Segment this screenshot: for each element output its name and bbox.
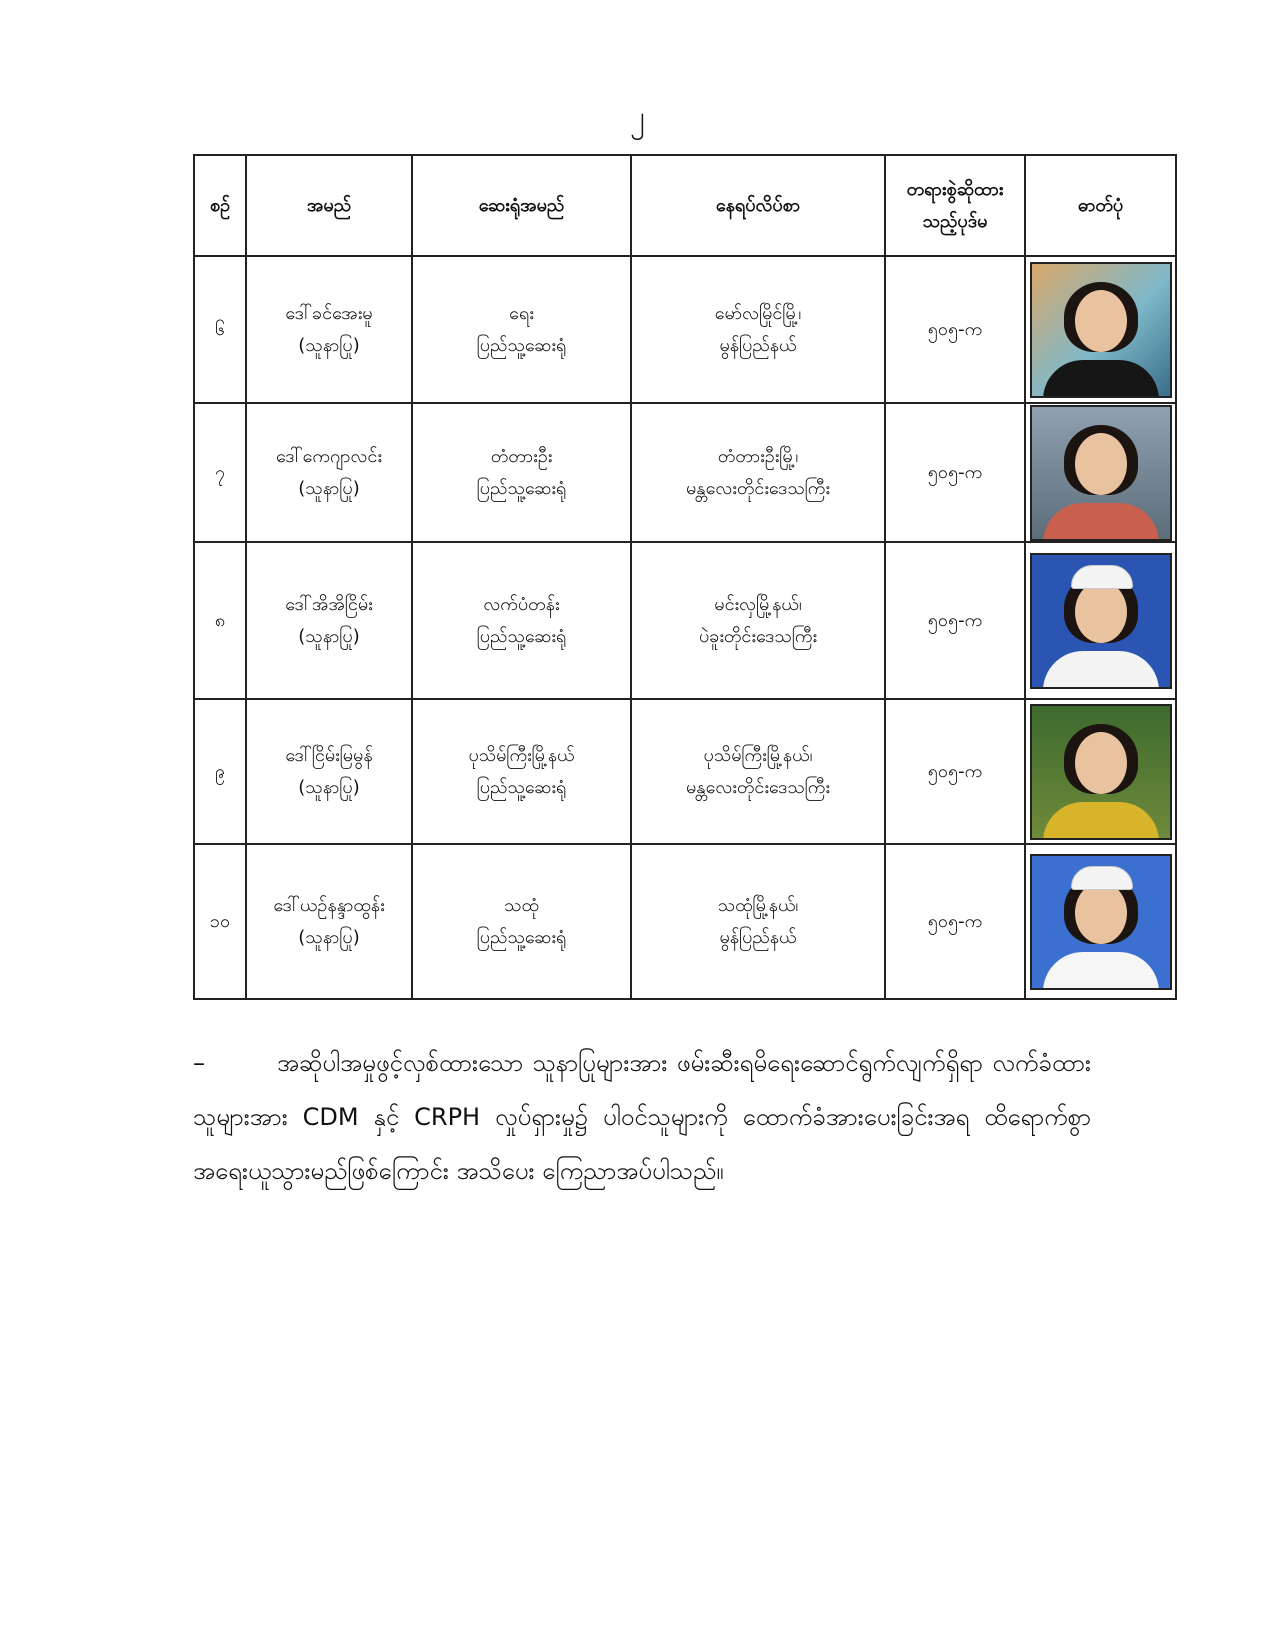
cell-name [246, 542, 412, 699]
hospital-type: ပြည်သူ့ဆေးရုံ [476, 926, 567, 948]
table-row [194, 699, 1176, 844]
paragraph-text: အဆိုပါအမှုဖွင့်လှစ်ထားသော သူနာပြုများအား ဖမ်းဆီးရမိရေးဆောင်ရွက်လျက်ရှိရာ လက်ခံထားသူများအား CDM နှင့် CRPH လှုပ်ရှားမှု၌ ပါဝင်သူများကို ထောက်ခံအားပေးခြင်းအရ ထိရောက်စွာ အရေးယူသွားမည်ဖြစ်ကြောင်း အသိပေး ကြေညာအပ်ပါသည်။ [193, 1049, 1091, 1185]
title-text: (သူနာပြု) [298, 334, 360, 356]
cell-section: ၅၀၅-က [885, 403, 1025, 542]
cell-name [246, 699, 412, 844]
name-text: ဒေါ်ကေဂျာလင်း [276, 445, 382, 467]
personnel-table [193, 154, 1177, 1000]
title-text: (သူနာပြု) [298, 926, 360, 948]
table-header-row [194, 155, 1176, 256]
address-line-2: မွန်ပြည်နယ် [719, 926, 797, 948]
cell-address [631, 844, 885, 999]
address-line-2: မန္တလေးတိုင်းဒေသကြီး [686, 776, 830, 798]
cell-name [246, 256, 412, 403]
table-row [194, 403, 1176, 542]
name-text: ဒေါ်ယဉ်နန္ဒာထွန်း [273, 894, 385, 916]
address-line-2: ပဲခူးတိုင်းဒေသကြီး [698, 625, 818, 647]
portrait-photo [1030, 854, 1172, 990]
cell-no: ၆ [194, 256, 246, 403]
header-no: စဉ် [194, 155, 246, 256]
bullet-dash: – [193, 1049, 205, 1077]
hospital-type: ပြည်သူ့ဆေးရုံ [476, 334, 567, 356]
cell-no: ၁၀ [194, 844, 246, 999]
hospital-type: ပြည်သူ့ဆေးရုံ [476, 625, 567, 647]
cell-no: ၇ [194, 403, 246, 542]
header-section: တရားစွဲဆိုထားသည့်ပုဒ်မ [885, 155, 1025, 256]
cell-section: ၅၀၅-က [885, 844, 1025, 999]
address-line-1: သထုံမြို့နယ်၊ [717, 894, 799, 916]
cell-hospital [412, 699, 631, 844]
name-text: ဒေါ်ခင်အေးမူ [285, 302, 373, 324]
table-row [194, 542, 1176, 699]
header-address: နေရပ်လိပ်စာ [631, 155, 885, 256]
name-text: ဒေါ်အိအိငြိမ်း [285, 593, 373, 615]
cell-photo [1025, 699, 1176, 844]
address-line-1: မင်းလှမြို့နယ်၊ [714, 593, 802, 615]
address-line-2: မန္တလေးတိုင်းဒေသကြီး [686, 477, 830, 499]
hospital-type: ပြည်သူ့ဆေးရုံ [476, 477, 567, 499]
address-line-1: ပုသိမ်ကြီးမြို့နယ်၊ [703, 744, 813, 766]
address-line-1: တံတားဦးမြို့၊ [717, 445, 799, 467]
cell-no: ၈ [194, 542, 246, 699]
header-hospital: ဆေးရုံအမည် [412, 155, 631, 256]
cell-name [246, 844, 412, 999]
portrait-photo [1030, 704, 1172, 840]
cell-photo [1025, 542, 1176, 699]
cell-address [631, 403, 885, 542]
name-text: ဒေါ်ငြိမ်းမြမွန် [285, 744, 373, 766]
cell-no: ၉ [194, 699, 246, 844]
cell-hospital [412, 844, 631, 999]
cell-photo [1025, 844, 1176, 999]
hospital-town: ပုသိမ်ကြီးမြို့နယ် [468, 744, 575, 766]
hospital-town: လက်ပံတန်း [483, 593, 560, 615]
hospital-town: သထုံ [504, 894, 539, 916]
cell-address [631, 542, 885, 699]
cell-section: ၅၀၅-က [885, 542, 1025, 699]
cell-photo [1025, 403, 1176, 542]
hospital-town: ရေး [509, 302, 534, 324]
hospital-town: တံတားဦး [490, 445, 553, 467]
title-text: (သူနာပြု) [298, 625, 360, 647]
cell-address [631, 699, 885, 844]
title-text: (သူနာပြု) [298, 477, 360, 499]
cell-hospital [412, 403, 631, 542]
address-line-2: မွန်ပြည်နယ် [719, 334, 797, 356]
address-line-1: မော်လမြိုင်မြို့၊ [714, 302, 802, 324]
announcement-paragraph [193, 1036, 1091, 1198]
header-photo: ဓာတ်ပုံ [1025, 155, 1176, 256]
page-number: ၂ [630, 100, 645, 135]
cell-name [246, 403, 412, 542]
cell-section: ၅၀၅-က [885, 699, 1025, 844]
cell-section: ၅၀၅-က [885, 256, 1025, 403]
table-row [194, 844, 1176, 999]
portrait-photo [1030, 262, 1172, 398]
title-text: (သူနာပြု) [298, 776, 360, 798]
cell-hospital [412, 256, 631, 403]
portrait-photo [1030, 553, 1172, 689]
hospital-type: ပြည်သူ့ဆေးရုံ [476, 776, 567, 798]
portrait-photo [1030, 405, 1172, 541]
header-name: အမည် [246, 155, 412, 256]
cell-address [631, 256, 885, 403]
cell-hospital [412, 542, 631, 699]
cell-photo [1025, 256, 1176, 403]
table-row [194, 256, 1176, 403]
